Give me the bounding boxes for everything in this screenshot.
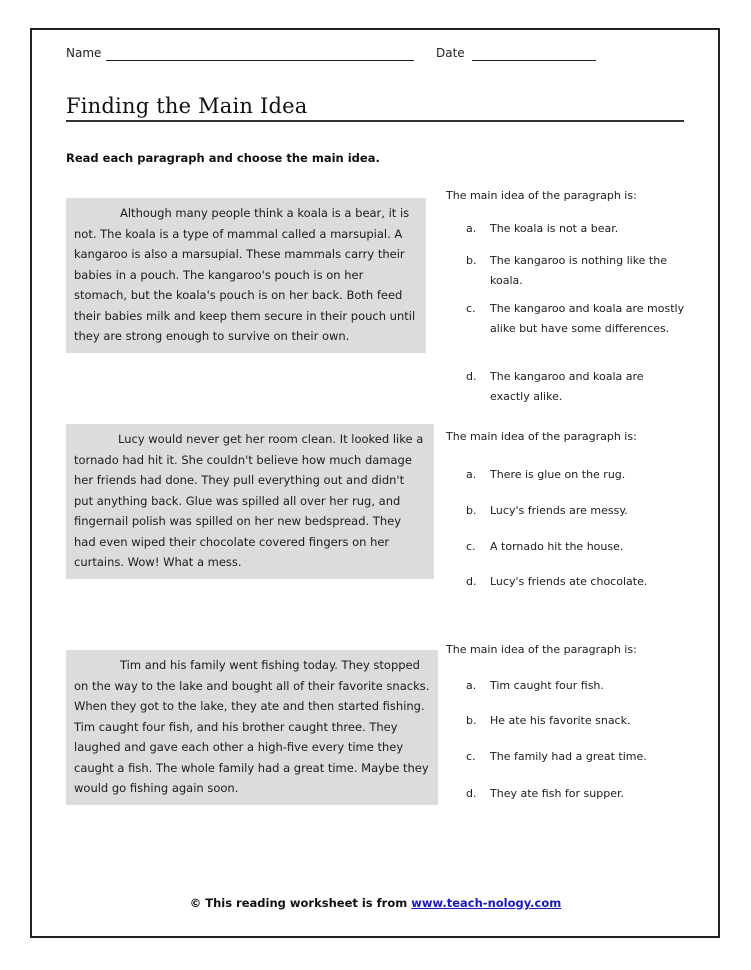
- paragraph-3: Tim and his family went fishing today. They stopped on the way to the lake and bought all of their favorite snacks. When they got to the lake, they ate and then started fishing. Tim caught four fish, and his brother caught three. They laughed and gave each other a high-five every time they caught a fish. The whole family had a great time. Maybe they would go fishing again soon.: [66, 650, 438, 805]
- question-2-choice-c: [466, 537, 686, 557]
- choice-letter: c.: [466, 302, 476, 315]
- date-label: Date: [436, 46, 465, 60]
- name-field-line: [106, 60, 414, 61]
- choice-text: Tim caught four fish.: [490, 679, 604, 692]
- choice-letter: c.: [466, 540, 476, 553]
- footer-credit: [0, 896, 751, 910]
- choice-letter: a.: [466, 222, 477, 235]
- question-3-prompt: The main idea of the paragraph is:: [446, 643, 637, 656]
- choice-letter: a.: [466, 679, 477, 692]
- choice-text: The family had a great time.: [490, 750, 647, 763]
- question-3-choice-d: [466, 784, 686, 804]
- question-2-choice-d: [466, 572, 686, 592]
- question-3-choice-b: [466, 711, 686, 731]
- choice-letter: c.: [466, 750, 476, 763]
- question-2-choice-b: [466, 501, 686, 521]
- choice-text: The koala is not a bear.: [490, 222, 619, 235]
- date-field-line: [472, 60, 596, 61]
- question-1-choice-a: [466, 219, 686, 239]
- choice-letter: d.: [466, 370, 477, 383]
- question-1-choice-b: [466, 251, 686, 291]
- question-2-prompt: The main idea of the paragraph is:: [446, 430, 637, 443]
- question-3-choice-c: [466, 747, 686, 767]
- choice-text: There is glue on the rug.: [490, 468, 626, 481]
- question-2-choice-a: [466, 465, 686, 485]
- question-1-choice-d: [466, 367, 686, 407]
- choice-text: Lucy's friends ate chocolate.: [490, 575, 648, 588]
- choice-text: The kangaroo and koala are mostly alike but have some differences.: [490, 302, 685, 335]
- question-1-prompt: The main idea of the paragraph is:: [446, 189, 637, 202]
- footer-text: © This reading worksheet is from: [189, 896, 408, 910]
- choice-letter: d.: [466, 787, 477, 800]
- choice-text: A tornado hit the house.: [490, 540, 624, 553]
- choice-letter: b.: [466, 504, 477, 517]
- choice-letter: a.: [466, 468, 477, 481]
- choice-text: The kangaroo is nothing like the koala.: [490, 254, 667, 287]
- paragraph-1: Although many people think a koala is a bear, it is not. The koala is a type of mammal called a marsupial. A kangaroo is also a marsupial. These mammals carry their babies in a pouch. The kangaroo's pouch is on her stomach, but the koala's pouch is on her back. Both feed their babies milk and keep them secure in their pouch until they are strong enough to survive on their own.: [66, 198, 426, 353]
- choice-text: Lucy's friends are messy.: [490, 504, 628, 517]
- choice-text: He ate his favorite snack.: [490, 714, 631, 727]
- question-1-choice-c: [466, 299, 686, 339]
- choice-letter: b.: [466, 714, 477, 727]
- worksheet-title: Finding the Main Idea: [66, 94, 308, 118]
- title-rule: [66, 120, 684, 122]
- choice-letter: b.: [466, 254, 477, 267]
- name-label: Name: [66, 46, 102, 60]
- question-3-choice-a: [466, 676, 686, 696]
- choice-text: They ate fish for supper.: [490, 787, 624, 800]
- choice-letter: d.: [466, 575, 477, 588]
- footer-link[interactable]: www.teach-nology.com: [411, 896, 562, 910]
- instructions: Read each paragraph and choose the main idea.: [66, 151, 380, 165]
- paragraph-2: Lucy would never get her room clean. It looked like a tornado had hit it. She couldn't believe how much damage her friends had done. They pull everything out and didn't put anything back. Glue was spilled all over her rug, and fingernail polish was spilled on her new bedspread. They had even wiped their chocolate covered fingers on her curtains. Wow! What a mess.: [66, 424, 434, 579]
- choice-text: The kangaroo and koala are exactly alike.: [490, 370, 644, 403]
